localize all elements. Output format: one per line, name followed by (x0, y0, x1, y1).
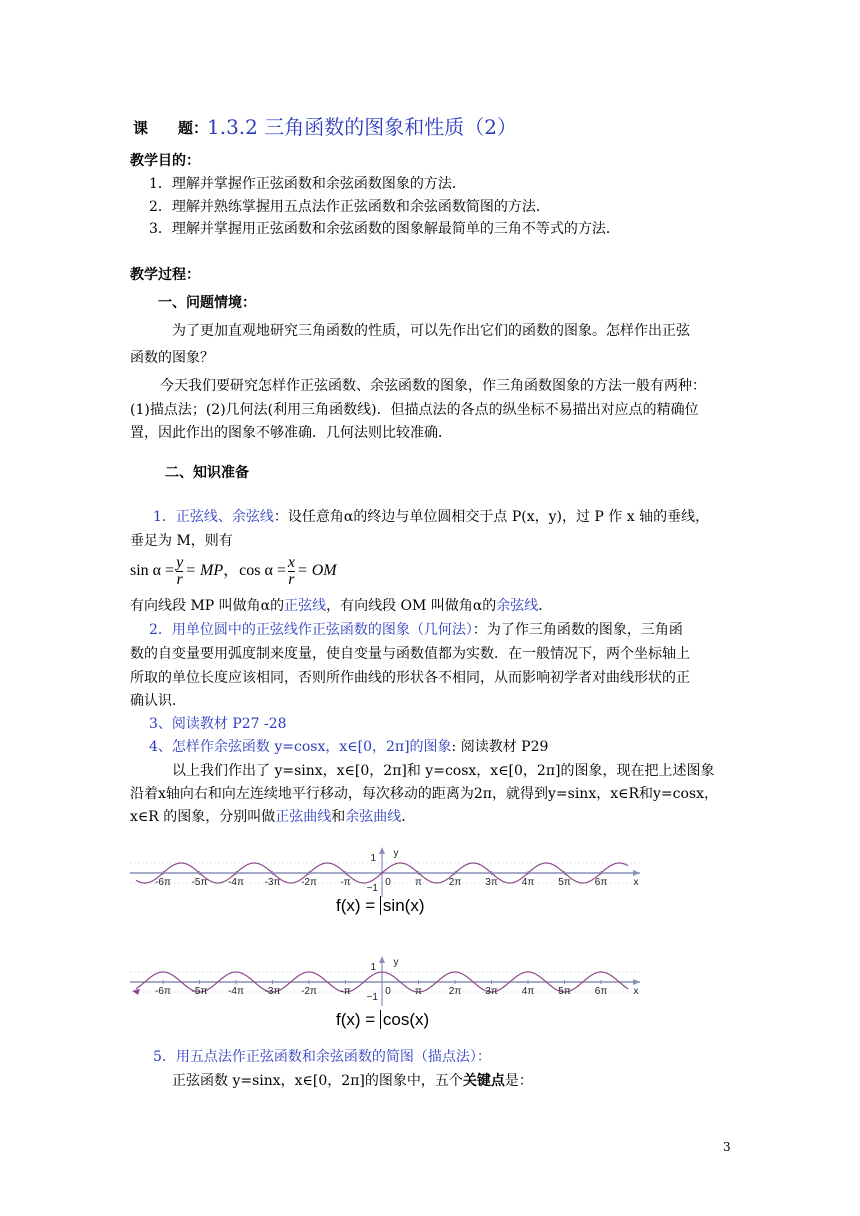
objectives-heading: 教学目的： (130, 153, 200, 169)
cos-rhs: = OM (296, 562, 337, 580)
cosine-x-arrow (633, 979, 640, 985)
cosine-minus-one-label: −1 (366, 992, 378, 1003)
objective-item-3: 3．理解并掌握用正弦函数和余弦函数的图象解最简单的三角不等式的方法． (149, 221, 620, 237)
objective-item-1: 1．理解并掌握作正弦函数和余弦函数图象的方法． (149, 176, 466, 192)
section1-p2-line2: (1)描点法；(2)几何法(利用三角函数线)．但描点法的各点的纵坐标不易描出对应点的精确位 (130, 402, 699, 418)
cosine-tick-label-pos: 2π (448, 986, 462, 997)
cosine-origin-label: 0 (385, 986, 391, 997)
sine-graph (130, 847, 640, 897)
page-title: 1.3.2 三角函数的图象和性质（2） (207, 115, 517, 139)
sine-line-term: 正弦线 (284, 598, 327, 614)
section2-heading: 二、知识准备 (165, 465, 249, 481)
cosine-x-label: x (633, 986, 639, 997)
cosine-tick-label-neg: -5π (191, 986, 208, 997)
item1-num: 1． (153, 509, 176, 525)
title-label: 课 题： (133, 119, 209, 137)
cos-den: r (288, 571, 295, 588)
cosine-one-label: 1 (370, 962, 376, 973)
item1-text1: ：设任意角α的终边与单位圆相交于点 P(x，y)，过 P 作 x 轴的垂线， (273, 509, 710, 525)
process-heading: 教学过程： (130, 267, 200, 283)
cosine-curve-left-arrow (132, 989, 140, 995)
item5-title: 5．用五点法作正弦函数和余弦函数的简图（描点法）： (153, 1049, 491, 1065)
key-points-term: 关键点 (462, 1073, 505, 1089)
sine-tick-label-neg: -2π (301, 877, 317, 888)
sine-tick-label-pos: 6π (594, 877, 608, 888)
sine-tick-label-neg: -6π (155, 877, 171, 888)
section1-heading: 一、问题情境： (158, 295, 256, 311)
section1-p1-line1: 为了更加直观地研究三角函数的性质，可以先作出它们的函数的图象。怎样作出正弦 (172, 323, 690, 339)
item2-line4: 确认识． (130, 693, 186, 709)
cos-lhs: cos α = (239, 562, 286, 580)
item1-after-e: ． (538, 598, 553, 614)
cosine-tick-label-pos: 5π (558, 986, 571, 997)
sine-tick-label-pos: 3π (485, 877, 498, 888)
sine-tick-label-pos: 4π (521, 877, 535, 888)
sine-tick-label-pos: 5π (558, 877, 571, 888)
sin-lhs: sin α = (130, 562, 175, 580)
item3: 3、阅读教材 P27 -28 (149, 716, 287, 732)
cosine-y-arrow (379, 956, 385, 963)
sin-num: y (176, 554, 184, 571)
cos-num: x (287, 554, 295, 571)
sine-tick-label-pos: 2π (448, 877, 462, 888)
sine-tick-label-pos: π (415, 877, 422, 888)
item5-text-a: 正弦函数 y=sinx，x∈[0，2π]的图象中，五个 (172, 1073, 463, 1089)
para-line3c: 和 (331, 809, 346, 825)
page-number: 3 (723, 1140, 731, 1154)
section1-p2-line3: 置，因此作出的图象不够准确．几何法则比较准确． (130, 425, 452, 441)
sine-x-arrow (633, 870, 640, 876)
cosine-tick-label-neg: -3π (264, 986, 281, 997)
cosine-caption (336, 1010, 429, 1030)
item2-line2: 数的自变量要用弧度制来度量，使自变量与函数值都为实数．在一般情况下，两个坐标轴上 (130, 646, 690, 662)
sin-den: r (176, 571, 183, 588)
sine-tick-label-neg: -3π (264, 877, 281, 888)
sine-minus-one-label: −1 (366, 883, 378, 894)
sine-tick-label-neg: -5π (191, 877, 208, 888)
cosine-curve-term: 余弦曲线 (345, 809, 402, 825)
item4-suffix: : 阅读教材 P29 (451, 739, 549, 755)
cosine-tick-label-neg: -π (340, 986, 351, 997)
section1-p2-line1: 今天我们要研究怎样作正弦函数、余弦函数的图象，作三角函数图象的方法一般有两种： (160, 378, 706, 394)
sine-curve-term: 正弦曲线 (275, 809, 332, 825)
item2-title: 2．用单位圆中的正弦线作正弦函数的图象（几何法） (149, 622, 473, 638)
item5-text (172, 1074, 533, 1088)
cosine-tick-label-pos: 4π (521, 986, 535, 997)
para-line3a: x∈R 的图象，分别叫做 (130, 809, 276, 825)
para-line3e: ． (401, 809, 416, 825)
sine-origin-label: 0 (385, 877, 391, 888)
item1-line2: 垂足为 M，则有 (130, 533, 233, 549)
para-line1: 以上我们作出了 y=sinx，x∈[0，2π]和 y=cosx，x∈[0，2π]的图象，现在把上述图象 (172, 763, 715, 779)
sine-y-label: y (393, 848, 399, 859)
para-line2: 沿着x轴向右和向左连续地平行移动，每次移动的距离为2π，就得到y=sinx，x∈R和y=cosx， (130, 786, 719, 802)
item1-after-a: 有向线段 MP 叫做角α的 (130, 598, 285, 614)
cosine-tick-label-neg: -6π (155, 986, 171, 997)
cosine-y-label: y (393, 957, 399, 968)
cosine-caption-fn: cos(x) (380, 1010, 429, 1029)
sine-one-label: 1 (370, 853, 376, 864)
cosine-graph (130, 956, 640, 1006)
sine-caption-prefix: f(x) = (336, 896, 380, 915)
cosine-line-term: 余弦线 (496, 598, 539, 614)
item2-text1: ：为了作三角函数的图象，三角函 (472, 622, 683, 638)
sine-caption-fn: sin(x) (380, 896, 425, 915)
item1-title: 正弦线、余弦线 (175, 509, 274, 525)
item4-title: 4、怎样作余弦函数 y=cosx，x∈[0，2π]的图象 (149, 739, 452, 755)
cosine-tick-label-neg: -4π (228, 986, 244, 997)
sine-x-label: x (633, 877, 639, 888)
cosine-tick-label-pos: π (415, 986, 422, 997)
sin-rhs: = MP (185, 562, 224, 580)
cosine-tick-label-neg: -2π (301, 986, 317, 997)
item2-line3: 所取的单位长度应该相同，否则所作曲线的形状各不相同，从而影响初学者对曲线形状的正 (130, 670, 690, 686)
sine-caption (336, 896, 424, 916)
section1-p1-line2: 函数的图象？ (130, 350, 214, 366)
cosine-caption-prefix: f(x) = (336, 1010, 380, 1029)
item5-text-c: 是： (504, 1073, 533, 1089)
sine-y-arrow (379, 847, 385, 854)
sine-tick-label-neg: -4π (228, 877, 244, 888)
cosine-tick-label-pos: 6π (594, 986, 608, 997)
objective-item-2: 2．理解并熟练掌握用五点法作正弦函数和余弦函数简图的方法． (149, 199, 550, 215)
formula-sep: ， (223, 562, 240, 580)
item1-after-c: ，有向线段 OM 叫做角α的 (326, 598, 497, 614)
cosine-tick-label-pos: 3π (485, 986, 498, 997)
sine-tick-label-neg: -π (340, 877, 351, 888)
